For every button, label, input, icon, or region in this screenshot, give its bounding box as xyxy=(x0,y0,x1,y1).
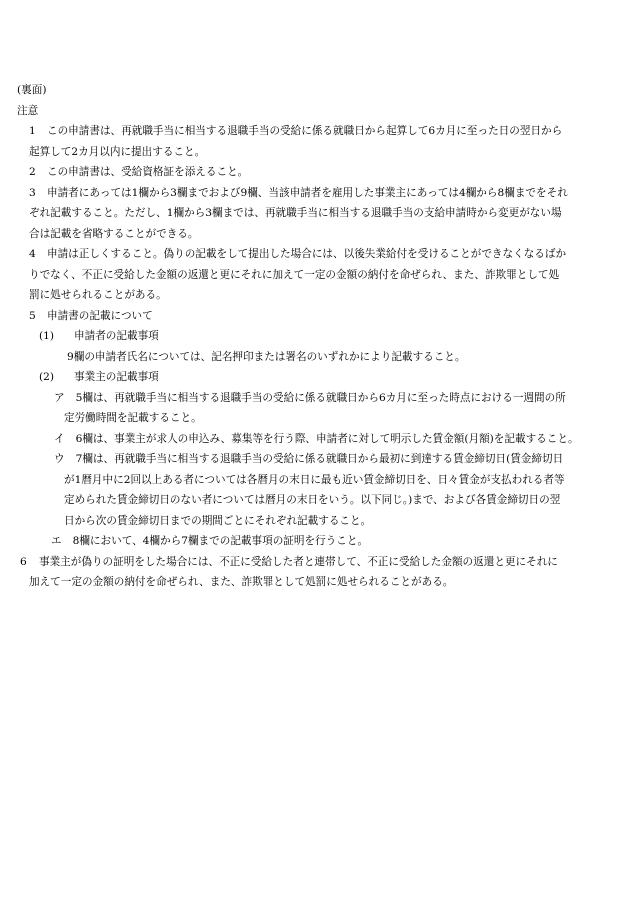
note-4-line-1: 4 申請は正しくすること。偽りの記載をして提出した場合には、以後失業給付を受けることができなくなるばか xyxy=(17,244,617,265)
note-3 xyxy=(17,183,617,245)
document-body xyxy=(17,80,617,593)
note-5-sub-1 xyxy=(17,326,617,367)
item-u-line-2: が1暦月中に2回以上ある者については各暦月の末日に最も近い賃金締切日を、日々賃金が支払われる者等 xyxy=(64,473,565,486)
note-1-number: 1 xyxy=(29,125,36,137)
note-6-line-2: 加えて一定の金額の納付を命ぜられ、また、詐欺罪として処罰に処せられることがある。 xyxy=(29,576,454,588)
note-4-number: 4 xyxy=(29,248,36,260)
note-5-number: 5 xyxy=(29,309,36,322)
item-e-mark: エ xyxy=(51,535,62,547)
item-u xyxy=(17,449,617,531)
item-a-line-1: ア 5欄は、再就職手当に相当する退職手当の受給に係る就職日から6カ月に至った時点における一週間の所 xyxy=(54,391,566,404)
sub-1-text: 9欄の申請者氏名については、記名押印または署名のいずれかにより記載すること。 xyxy=(67,350,466,363)
item-u-mark: ウ xyxy=(54,453,65,465)
item-u-line-3: 定められた賃金締切日のない者については暦月の末日をいう。以下同じ。)まで、および各賃金締切日の翌 xyxy=(64,494,561,506)
note-5-line-1: 5 申請書の記載について xyxy=(17,306,617,327)
item-i xyxy=(17,429,617,450)
note-6-number: 6 xyxy=(20,555,27,568)
note-2-number: 2 xyxy=(29,166,36,178)
note-3-line-3: 合は記載を省略することができる。 xyxy=(29,227,199,240)
note-4-line-2: りでなく、不正に受給した金額の返還と更にそれに加えて一定の金額の納付を命ぜられ、また、詐欺罪として処 xyxy=(29,268,560,281)
item-u-line-1: ウ 7欄は、再就職手当に相当する退職手当の受給に係る就職日から最初に到達する賃金締切日(賃金締切日 xyxy=(54,453,564,465)
sub-2-heading xyxy=(17,367,617,388)
note-5 xyxy=(17,306,617,552)
note-6 xyxy=(17,552,617,593)
item-i-mark: イ xyxy=(54,432,65,445)
note-5-sub-2 xyxy=(17,367,617,552)
note-6-line-1: 6 事業主が偽りの証明をした場合には、不正に受給した者と連帯して、不正に受給した金額の返還と更にそれに xyxy=(17,552,617,573)
note-4-line-3: 罰に処せられることがある。 xyxy=(29,289,167,301)
item-a-line-2: 定労働時間を記載すること。 xyxy=(64,412,202,424)
sub-1-title: 申請者の記載事項 xyxy=(74,330,159,342)
item-e-line-1: エ 8欄において、4欄から7欄までの記載事項の証明を行うこと。 xyxy=(51,535,369,547)
item-u-line-4: 日から次の賃金締切日までの期間ごとにそれぞれ記載すること。 xyxy=(64,514,372,527)
note-2 xyxy=(17,162,617,183)
notes-heading: 注意 xyxy=(17,104,39,117)
item-i-line-1: イ 6欄は、事業主が求人の申込み、募集等を行う際、申請者に対して明示した賃金額(月額)を記載すること。 xyxy=(54,432,579,445)
item-a xyxy=(17,388,617,429)
sub-2-number: (2) xyxy=(39,371,55,383)
note-1-line-2: 起算して2カ月以内に提出すること。 xyxy=(29,145,206,158)
note-2-line-1: 2 この申請書は、受給資格証を添えること。 xyxy=(17,162,617,183)
note-3-number: 3 xyxy=(29,186,36,199)
sub-1-number: (1) xyxy=(39,330,55,342)
sub-2-title: 事業主の記載事項 xyxy=(74,371,159,383)
note-3-line-2: ぞれ記載すること。ただし、1欄から3欄までは、再就職手当に相当する退職手当の支給申請時から変更がない場 xyxy=(29,207,562,219)
note-4 xyxy=(17,244,617,306)
page-side-label: (裏面) xyxy=(17,84,47,96)
note-1 xyxy=(17,121,617,162)
item-e xyxy=(17,531,617,552)
note-1-line-1: 1 この申請書は、再就職手当に相当する退職手当の受給に係る就職日から起算して6カ月に至った日の翌日から xyxy=(17,121,617,142)
note-3-line-1: 3 申請者にあっては1欄から3欄までおよび9欄、当該申請者を雇用した事業主にあっては4欄から8欄までをそれ xyxy=(17,183,617,204)
sub-1-heading xyxy=(17,326,617,347)
item-a-mark: ア xyxy=(54,391,65,404)
